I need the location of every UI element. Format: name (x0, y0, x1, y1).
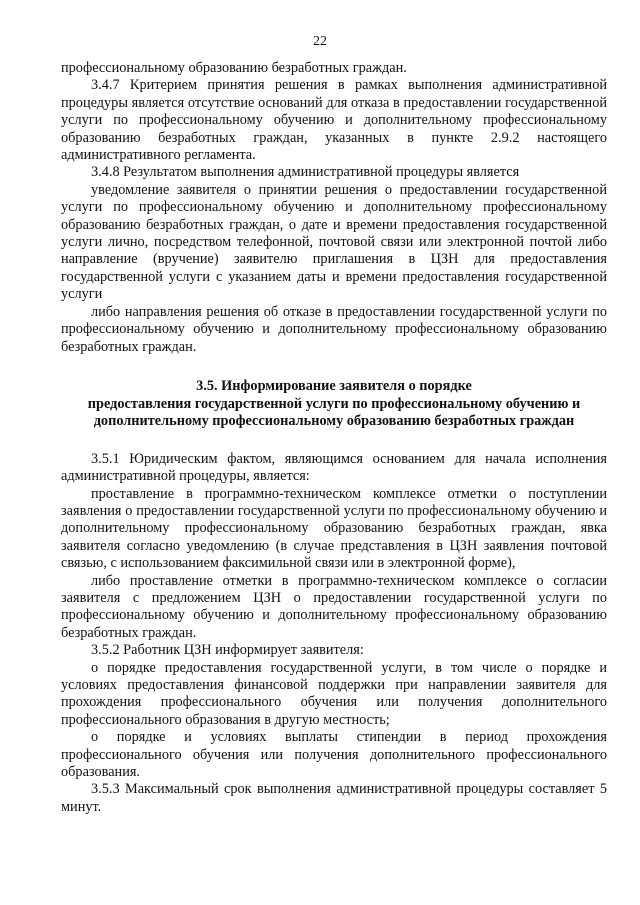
heading-line-2: предоставления государственной услуги по профессиональному обучению и (87, 395, 581, 412)
paragraph-registration-mark: проставление в программно-техническом комплексе отметки о поступлении заявления о предоставлении государственной услуги по профессиональному обучению и дополнительному профессиональному образованию безработных граждан, явка заявителя согласно уведомлению (в случае представления в ЦЗН заявления почтовой связью, с использованием факсимильной связи или в электронной форме), (61, 485, 607, 572)
section-heading-3-5 (61, 378, 607, 431)
paragraph-3-5-2: 3.5.2 Работник ЦЗН информирует заявителя: (91, 642, 364, 659)
paragraph-3-5-1: 3.5.1 Юридическим фактом, являющимся основанием для начала исполнения административной процедуры, является: (61, 450, 607, 485)
document-body (61, 60, 607, 816)
paragraph-3-4-8: 3.4.8 Результатом выполнения административной процедуры является (91, 164, 520, 181)
paragraph-stipend-info: о порядке и условиях выплаты стипендии в период прохождения профессионального обучения или получения дополнительного профессионального образования. (61, 729, 607, 780)
paragraph-result-refusal: либо направления решения об отказе в предоставлении государственной услуги по профессиональному обучению и дополнительному профессиональному образованию безработных граждан. (61, 303, 607, 355)
paragraph-result-notification: уведомление заявителя о принятии решения о предоставлении государственной услуги по профессиональному обучению и дополнительному профессиональному образованию безработных граждан, о дате и времени предоставления государственной услуги лично, посредством телефонной, почтовой связи или электронной почтой либо направление (вручение) заявителю приглашения в ЦЗН для предоставления государственной услуги с указанием даты и времени предоставления государственной услуги (61, 181, 607, 303)
heading-line-3: дополнительному профессиональному образованию безработных граждан (93, 413, 575, 430)
heading-line-1: 3.5. Информирование заявителя о порядке (196, 377, 472, 394)
paragraph-procedure-info: о порядке предоставления государственной услуги, в том числе о порядке и условиях предоставления финансовой поддержки при направлении заявителя для прохождения профессионального обучения или получения дополнительного профессионального образования в другую местность; (61, 659, 607, 728)
paragraph-3-4-7: 3.4.7 Критерием принятия решения в рамках выполнения административной процедуры является отсутствие оснований для отказа в предоставлении государственной услуги по профессиональному обучению и дополнительному профессиональному образованию безработных граждан, указанных в пункте 2.9.2 настоящего административного регламента. (61, 77, 607, 164)
paragraph-3-5-3: 3.5.3 Максимальный срок выполнения административной процедуры составляет 5 минут. (61, 781, 607, 815)
paragraph-continuation: профессиональному образованию безработных граждан. (61, 60, 407, 76)
paragraph-consent-mark: либо проставление отметки в программно-техническом комплексе о согласии заявителя с предложением ЦЗН о предоставлении государственной услуги по профессиональному обучению и дополнительному профессиональному образованию безработных граждан. (61, 572, 607, 641)
page-number: 22 (313, 34, 327, 49)
